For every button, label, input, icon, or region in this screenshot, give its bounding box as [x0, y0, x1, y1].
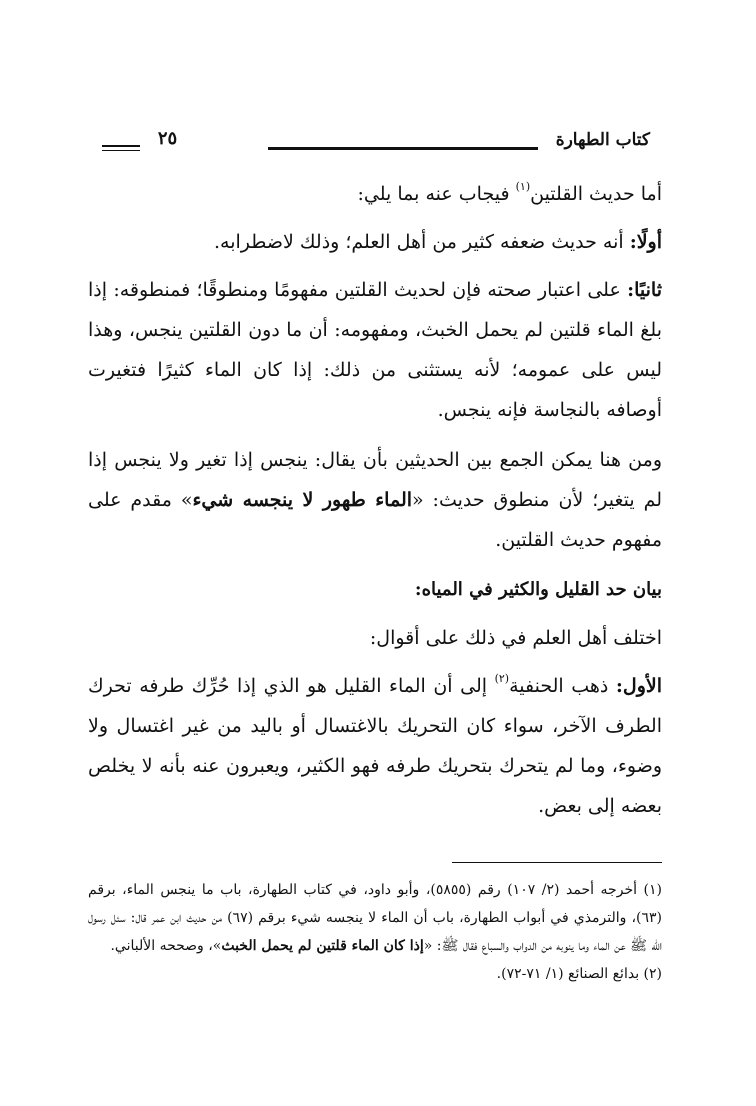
text-run: أنه حديث ضعفه كثير من أهل العلم؛ وذلك لاضطرابه. — [214, 231, 630, 253]
point-label: ثانيًا: — [627, 279, 662, 301]
text-run: »، وصححه الألباني. — [110, 938, 222, 954]
paragraph-first-answer — [88, 222, 662, 262]
hadith-quote: إذا كان الماء قلتين لم يحمل الخبث — [221, 938, 424, 954]
footnote-ref-2[interactable]: (٢) — [494, 672, 510, 686]
footnotes — [88, 876, 662, 988]
point-label: أولًا: — [629, 231, 662, 253]
text-run: أما حديث القلتين — [530, 183, 662, 205]
paragraph-first-opinion — [88, 666, 662, 826]
text-run: » مقدم على مفهوم حديث القلتين. — [88, 489, 662, 551]
chapter-title: كتاب الطهارة — [555, 130, 650, 150]
text-run: فيجاب عنه بما يلي: — [357, 183, 516, 205]
text-run: إلى أن الماء القليل هو الذي إذا حُرِّك طرفه تحرك الطرف الآخر، سواء كان التحريك بالاغتسال أو باليد من غير اغتسال ولا وضوء، وما لم يتحرك بتحريك طرفه فهو الكثير، ويعبرون عنه بأنه لا يخلص بعضه إلى بعض. — [88, 675, 662, 817]
paragraph-reconcile — [88, 440, 662, 560]
hadith-quote: الماء طهور لا ينجسه شيء — [192, 489, 413, 511]
page-number: ٢٥ — [157, 128, 178, 149]
text-run: ذهب الحنفية — [509, 675, 616, 697]
running-header — [90, 128, 650, 158]
footnote-ref-1[interactable]: (١) — [515, 180, 531, 194]
main-text — [88, 174, 662, 836]
paragraph-opinions-intro: اختلف أهل العلم في ذلك على أقوال: — [369, 627, 662, 649]
text-run: ومن هنا يمكن الجمع بين الحديثين بأن يقال: ينجس إذا تغير ولا ينجس إذا لم يتغير؛ لأن منطوق حديث: « — [88, 449, 662, 511]
footnote-separator — [452, 862, 662, 863]
header-short-rule — [102, 145, 140, 147]
text-run: على اعتبار صحته فإن لحديث القلتين مفهومًا ومنطوقًا؛ فمنطوقه: إذا بلغ الماء قلتين لم يحمل الخبث، ومفهومه: أن ما دون القلتين ينجس، وهذا ليس على عمومه؛ لأنه يستثنى من ذلك: إذا كان الماء كثيرًا فتغيرت أوصافه بالنجاسة فإنه ينجس. — [88, 279, 662, 421]
footnote-1 — [88, 876, 662, 960]
paragraph-qullatain — [88, 174, 662, 214]
paragraph-second-answer — [88, 270, 662, 430]
footnote-2: (٢) بدائع الصنائع (١/ ٧١-٧٢). — [496, 966, 662, 982]
header-short-rule-thin — [102, 150, 140, 151]
header-rule — [268, 147, 538, 150]
point-label: الأول: — [615, 675, 662, 697]
text-run: (١) أخرجه أحمد (٢/ ١٠٧) رقم (٥٨٥٥)، وأبو داود، في كتاب الطهارة، باب ما ينجس الماء، برقم (٦٣)، والترمذي في أبواب الطهارة، باب أن الماء لا ينجسه شيء برقم (٦٧) من حديث ابن عمر قال: سئل رسول الله ﷺ عن الماء وما ينوبه من الدواب والسباع فقال ﷺ: « — [88, 882, 662, 954]
section-heading: بيان حد القليل والكثير في المياه: — [414, 579, 662, 600]
